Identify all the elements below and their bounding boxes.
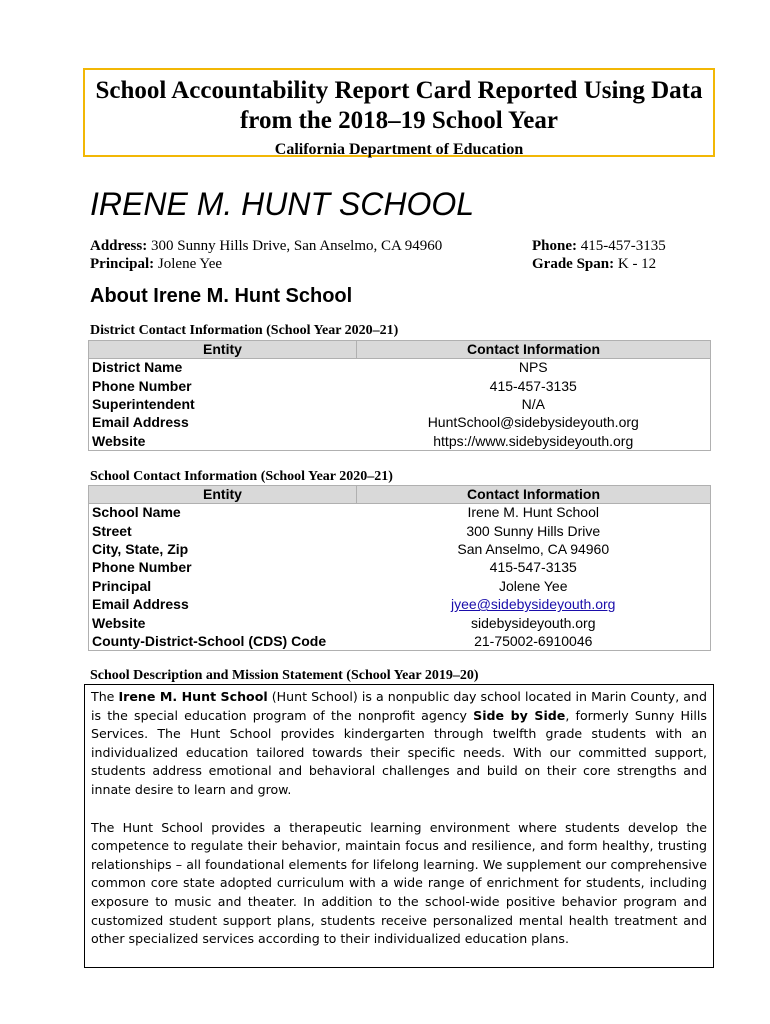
phone-value: 415-457-3135 [580,238,666,254]
table-row [89,577,711,595]
district-contact-table [88,340,711,451]
contact-value-cell: 300 Sunny Hills Drive [466,522,601,539]
mission-paragraph-2: The Hunt School provides a therapeutic learning environment where students develop the competence to regulate their behavior, maintain focus and resilience, and form healthy, trusting relationships – all foundational elements for lifelong learning. We supplement our comprehensive common core state adopted curriculum with a wide range of enrichment for students, including exposure to music and theater. In addition to the school-wide positive behavior program and customized student support plans, students receive personalized mental health treatment and other specialized services according to their individualized education plans. [91,819,707,947]
table-row [89,432,711,450]
table-row [89,632,711,650]
column-header-contact: Contact Information [357,486,711,504]
entity-cell: Website [92,432,146,449]
mission-agency-name: Side by Side [473,707,566,723]
mission-text: , formerly Sunny Hills Services. The Hunt School provides kindergarten through twelfth grade students with an individualized education tailored towards their specific needs. With our committed support, students address emotional and behavioral challenges and build on their core strengths and innate desire to learn and grow. [91,707,707,797]
contact-value-cell: 415-547-3135 [489,559,577,576]
address-label: Address: [90,238,148,254]
table-row [89,614,711,632]
table-row [89,414,711,432]
phone-line [532,237,666,255]
entity-cell: County-District-School (CDS) Code [92,632,327,649]
table-row [89,540,711,558]
table-row [89,377,711,395]
contact-value-cell [357,595,711,613]
school-table-caption: School Contact Information (School Year 2020–21) [90,469,393,484]
table-row [89,595,711,613]
mission-school-name: Irene M. Hunt School [118,689,268,704]
entity-cell: City, State, Zip [92,540,189,557]
entity-cell: Phone Number [92,559,192,576]
report-subtitle: California Department of Education [274,141,524,158]
school-name-heading: IRENE M. HUNT SCHOOL [90,186,475,222]
mission-paragraph-1 [91,688,707,800]
principal-value: Jolene Yee [157,256,223,272]
email-link[interactable]: jyee@sidebysideyouth.org [451,596,616,613]
school-info-right [532,237,666,273]
contact-value-cell: sidebysideyouth.org [470,614,596,631]
entity-cell: Email Address [92,596,189,613]
contact-value-cell: HuntSchool@sidebysideyouth.org [427,414,639,431]
entity-cell: School Name [92,504,181,521]
address-line [90,237,442,255]
contact-value-cell: 21-75002-6910046 [474,632,593,649]
report-title-line2: from the 2018–19 School Year [239,107,559,134]
table-header-row [89,486,711,504]
entity-cell: Website [92,614,146,631]
column-header-entity: Entity [89,486,357,504]
table-row [89,559,711,577]
mission-statement-box [84,684,714,968]
entity-cell: Email Address [92,414,189,431]
principal-line [90,255,442,273]
column-header-entity: Entity [89,341,357,359]
grade-span-value: K - 12 [617,256,657,272]
report-title-box [83,68,715,157]
entity-cell: Superintendent [92,395,195,412]
column-header-contact: Contact Information [357,341,711,359]
entity-cell: Street [92,522,132,539]
school-info-left [90,237,442,273]
table-row [89,522,711,540]
school-contact-table [88,485,711,651]
principal-label: Principal: [90,256,155,272]
table-row [89,395,711,413]
report-title-line1: School Accountability Report Card Reported Using Data [95,77,703,104]
contact-value-cell: N/A [521,395,545,412]
mission-text: (Hunt School) is a nonpublic day school located in Marin County, and is the special education program of the nonprofit agency [91,689,707,723]
mission-text: The [91,689,119,704]
table-header-row [89,341,711,359]
table-row [89,504,711,522]
entity-cell: District Name [92,359,183,376]
table-row [89,359,711,377]
entity-cell: Phone Number [92,377,192,394]
contact-value-cell: San Anselmo, CA 94960 [457,540,610,557]
contact-value-cell: Irene M. Hunt School [467,504,599,521]
district-table-caption: District Contact Information (School Year 2020–21) [90,323,399,338]
about-heading: About Irene M. Hunt School [90,285,353,307]
contact-value-cell: 415-457-3135 [489,377,577,394]
grade-span-line [532,255,666,273]
grade-span-label: Grade Span: [532,256,615,272]
mission-caption: School Description and Mission Statement (School Year 2019–20) [90,668,479,683]
contact-value-cell: Jolene Yee [498,577,568,594]
contact-value-cell: https://www.sidebysideyouth.org [433,432,634,449]
phone-label: Phone: [532,238,577,254]
address-value: 300 Sunny Hills Drive, San Anselmo, CA 94960 [150,238,443,254]
contact-value-cell: NPS [518,359,548,376]
entity-cell: Principal [92,577,152,594]
